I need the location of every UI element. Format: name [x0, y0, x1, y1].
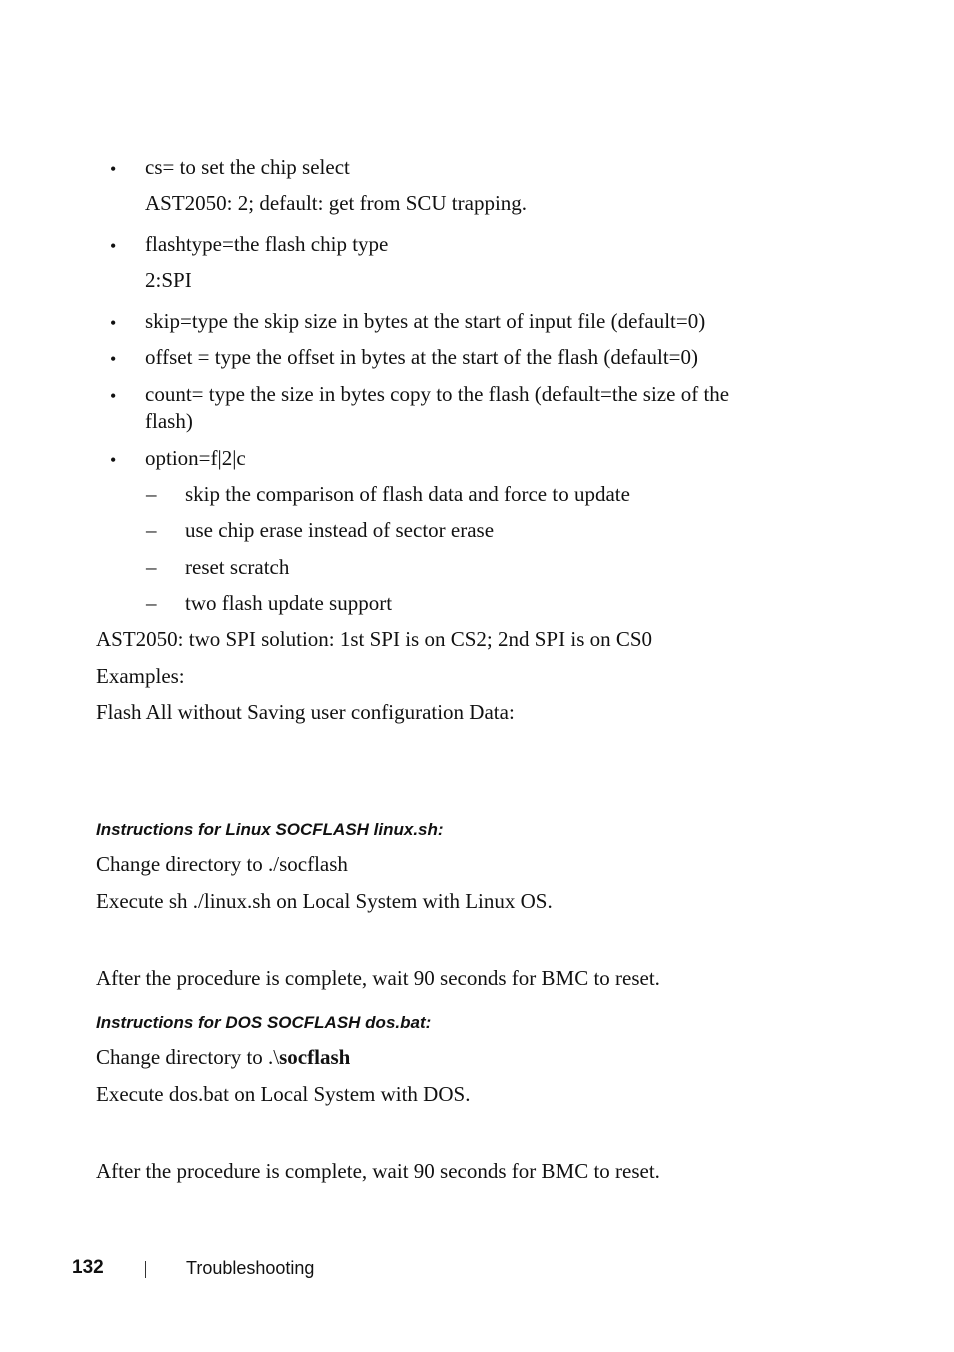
dos-after-note: After the procedure is complete, wait 90 seconds for BMC to reset. [96, 1159, 660, 1183]
linux-step-1: Change directory to ./socflash [96, 852, 348, 876]
ast2050-note: AST2050: two SPI solution: 1st SPI is on CS2; 2nd SPI is on CS0 [96, 627, 653, 651]
footer-divider [145, 1261, 146, 1278]
option-sub-item: two flash update support [185, 591, 393, 615]
bullet-marker: • [110, 349, 117, 369]
page-number: 132 [72, 1257, 104, 1278]
dash-marker: – [146, 555, 157, 579]
linux-section-heading: Instructions for Linux SOCFLASH linux.sh: [96, 820, 444, 839]
bullet-count-line1: count= type the size in bytes copy to the flash (default=the size of the [145, 382, 730, 406]
bullet-flashtype-label: flashtype=the flash chip type [145, 232, 389, 256]
dos-step-1-prefix: Change directory to .\ [96, 1045, 280, 1069]
bullet-marker: • [110, 159, 117, 179]
option-sub-item: use chip erase instead of sector erase [185, 518, 495, 542]
bullet-marker: • [110, 386, 117, 406]
bullet-skip-label: skip=type the skip size in bytes at the start of input file (default=0) [145, 309, 706, 333]
dash-marker: – [146, 591, 157, 615]
dos-step-1-directory: socflash [279, 1045, 351, 1069]
footer-section-title: Troubleshooting [186, 1258, 315, 1278]
option-sub-item: skip the comparison of flash data and force to update [185, 482, 630, 506]
linux-after-note: After the procedure is complete, wait 90 seconds for BMC to reset. [96, 966, 660, 990]
bullet-offset-label: offset = type the offset in bytes at the start of the flash (default=0) [145, 345, 699, 369]
bullet-cs-detail: AST2050: 2; default: get from SCU trapping. [145, 191, 528, 215]
bullet-flashtype-detail: 2:SPI [145, 268, 192, 292]
dos-step-2: Execute dos.bat on Local System with DOS. [96, 1082, 471, 1106]
bullet-option-label: option=f|2|c [145, 446, 246, 470]
bullet-marker: • [110, 236, 117, 256]
bullet-cs-label: cs= to set the chip select [145, 155, 350, 179]
linux-step-2: Execute sh ./linux.sh on Local System with Linux OS. [96, 889, 553, 913]
bullet-count-line2: flash) [145, 409, 193, 433]
dash-marker: – [146, 518, 157, 542]
bullet-marker: • [110, 450, 117, 470]
dos-step-1 [96, 1047, 350, 1068]
dash-marker: – [146, 482, 157, 506]
dos-section-heading: Instructions for DOS SOCFLASH dos.bat: [96, 1013, 432, 1032]
flash-all-label: Flash All without Saving user configuration Data: [96, 700, 515, 724]
bullet-marker: • [110, 313, 117, 333]
option-sub-item: reset scratch [185, 555, 290, 579]
examples-label: Examples: [96, 664, 185, 688]
